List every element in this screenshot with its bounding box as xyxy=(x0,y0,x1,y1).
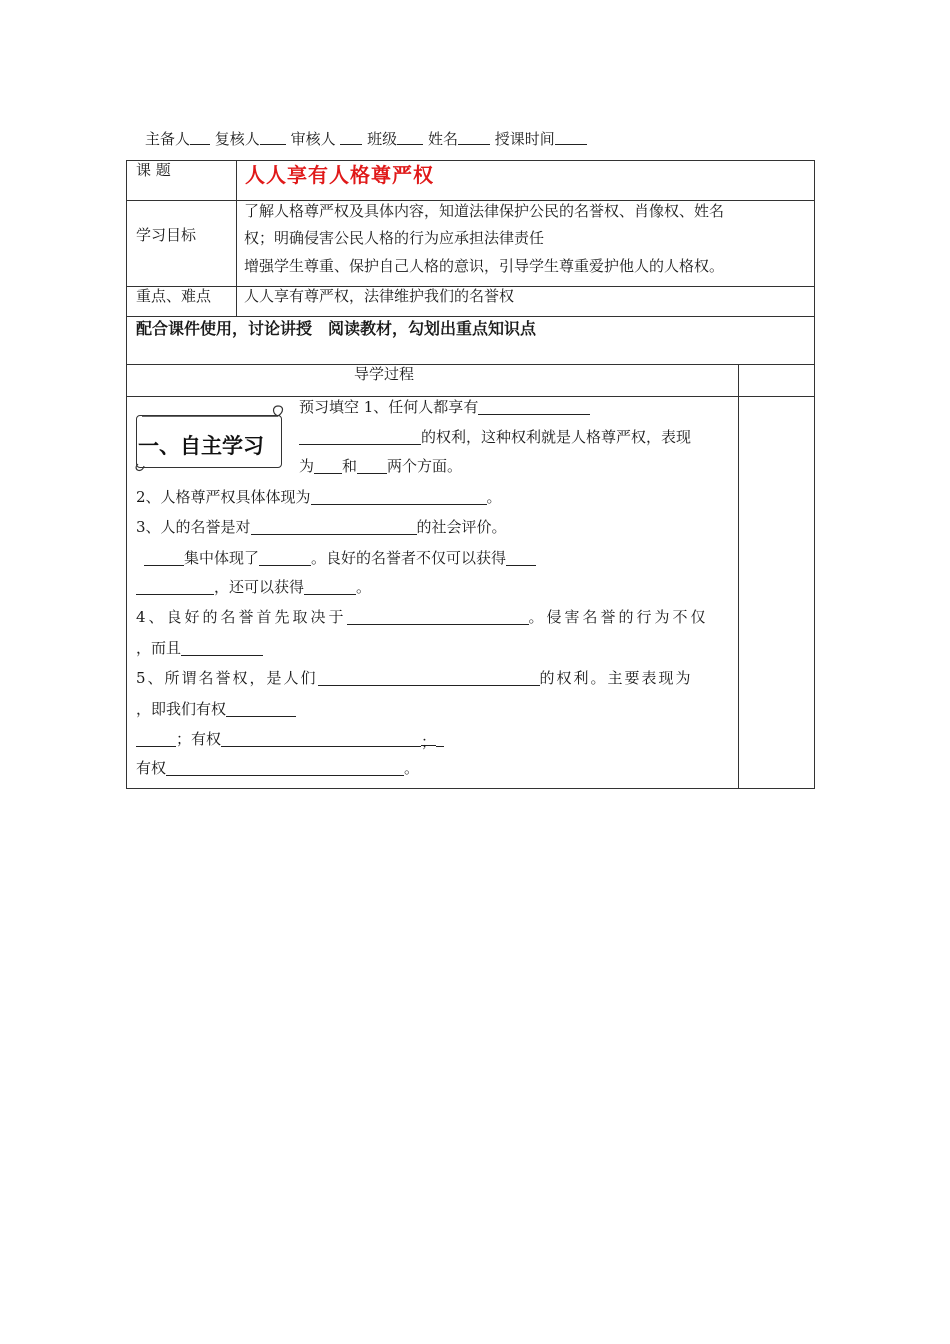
exercise-line xyxy=(299,453,462,480)
answer-blank[interactable] xyxy=(311,488,487,505)
section-badge: 一、自主学习 xyxy=(138,434,264,458)
answer-blank[interactable] xyxy=(304,578,356,595)
exercise-text: 3、人的名誉是对 xyxy=(136,518,251,536)
exercise-text: 集中体现了 xyxy=(184,549,260,567)
answer-blank[interactable] xyxy=(181,639,263,656)
exercise-line xyxy=(136,696,296,723)
answer-blank[interactable] xyxy=(221,730,421,747)
answer-blank[interactable] xyxy=(136,578,214,595)
exercise-line xyxy=(299,394,590,421)
key-points-label: 重点、难点 xyxy=(136,287,212,305)
exercise-text: 为 xyxy=(299,457,315,475)
document-header xyxy=(145,128,587,149)
exercise-text: 的社会评价。 xyxy=(416,518,507,536)
exercise-line xyxy=(136,635,263,662)
answer-blank[interactable] xyxy=(357,457,387,474)
exercise-line xyxy=(136,484,502,511)
topic-label: 课 题 xyxy=(136,161,171,179)
exercise-line xyxy=(136,514,507,541)
auditor-label: 审核人 xyxy=(290,130,336,148)
answer-blank[interactable] xyxy=(166,759,404,776)
time-label: 授课时间 xyxy=(494,130,555,148)
teaching-method: 配合课件使用，讨论讲授 阅读教材，勾划出重点知识点 xyxy=(136,319,537,338)
process-label: 导学过程 xyxy=(354,365,415,383)
exercise-text: 。 xyxy=(404,759,420,777)
exercise-line xyxy=(144,545,536,572)
goals-line: 权；明确侵害公民人格的行为应承担法律责任 xyxy=(244,229,545,247)
exercise-line xyxy=(136,665,693,692)
answer-blank[interactable] xyxy=(347,608,529,625)
exercise-text: 。良好的名誉者不仅可以获得 xyxy=(311,549,507,567)
exercise-text: 。侵害名誉的行为不仅 xyxy=(528,608,709,626)
time-blank[interactable] xyxy=(555,130,587,145)
answer-blank[interactable] xyxy=(314,457,342,474)
exercise-text: ，即我们有权 xyxy=(136,700,227,718)
exercise-text: 2、人格尊严权具体体现为 xyxy=(136,488,311,506)
key-points-text: 人人享有尊严权，法律维护我们的名誉权 xyxy=(244,287,515,305)
preparer-label: 主备人 xyxy=(145,130,191,148)
column-divider xyxy=(738,364,739,789)
class-blank[interactable] xyxy=(397,130,423,145)
goals-label: 学习目标 xyxy=(136,226,197,244)
answer-blank[interactable] xyxy=(318,669,540,686)
exercise-text: 和 xyxy=(342,457,358,475)
exercise-text: ，还可以获得 xyxy=(214,578,305,596)
goals-line: 了解人格尊严权及具体内容，知道法律保护公民的名誉权、肖像权、姓名 xyxy=(244,202,725,220)
name-blank[interactable] xyxy=(458,130,490,145)
exercise-text: 5、所谓名誉权，是人们 xyxy=(136,669,318,687)
exercise-line xyxy=(136,726,444,753)
exercise-line xyxy=(136,574,371,601)
exercise-line xyxy=(136,604,709,631)
exercise-text: ；有权 xyxy=(176,730,222,748)
answer-blank[interactable] xyxy=(506,549,536,566)
exercise-text: 的权利。主要表现为 xyxy=(539,669,693,687)
exercise-text: 有权 xyxy=(136,759,167,777)
answer-blank[interactable] xyxy=(478,398,590,415)
reviewer-blank[interactable] xyxy=(260,130,286,145)
lesson-title: 人人享有人格尊严权 xyxy=(245,163,434,187)
answer-blank[interactable] xyxy=(144,549,184,566)
exercise-line xyxy=(136,755,419,782)
reviewer-label: 复核人 xyxy=(214,130,260,148)
class-label: 班级 xyxy=(367,130,398,148)
answer-blank[interactable] xyxy=(436,730,444,747)
exercise-text: 4、良好的名誉首先取决于 xyxy=(136,608,347,626)
preparer-blank[interactable] xyxy=(190,130,210,145)
exercise-text: 。 xyxy=(356,578,372,596)
exercise-text: 的权利，这种权利就是人格尊严权，表现 xyxy=(421,428,692,446)
answer-blank[interactable] xyxy=(136,730,176,747)
exercise-text: 两个方面。 xyxy=(387,457,463,475)
exercise-text: 预习填空 1、任何人都享有 xyxy=(299,398,479,416)
exercise-text: ，而且 xyxy=(136,639,182,657)
column-divider xyxy=(236,160,237,316)
row-divider xyxy=(126,364,815,365)
goals-line: 增强学生尊重、保护自己人格的意识，引导学生尊重爱护他人的人格权。 xyxy=(244,257,725,275)
answer-blank[interactable] xyxy=(259,549,311,566)
answer-blank[interactable] xyxy=(299,428,421,445)
answer-blank[interactable] xyxy=(251,518,417,535)
answer-blank[interactable] xyxy=(226,700,296,717)
exercise-text: ； xyxy=(421,729,436,746)
exercise-line xyxy=(299,424,691,451)
auditor-blank[interactable] xyxy=(340,130,362,145)
exercise-text: 。 xyxy=(486,488,502,506)
name-label: 姓名 xyxy=(427,130,458,148)
